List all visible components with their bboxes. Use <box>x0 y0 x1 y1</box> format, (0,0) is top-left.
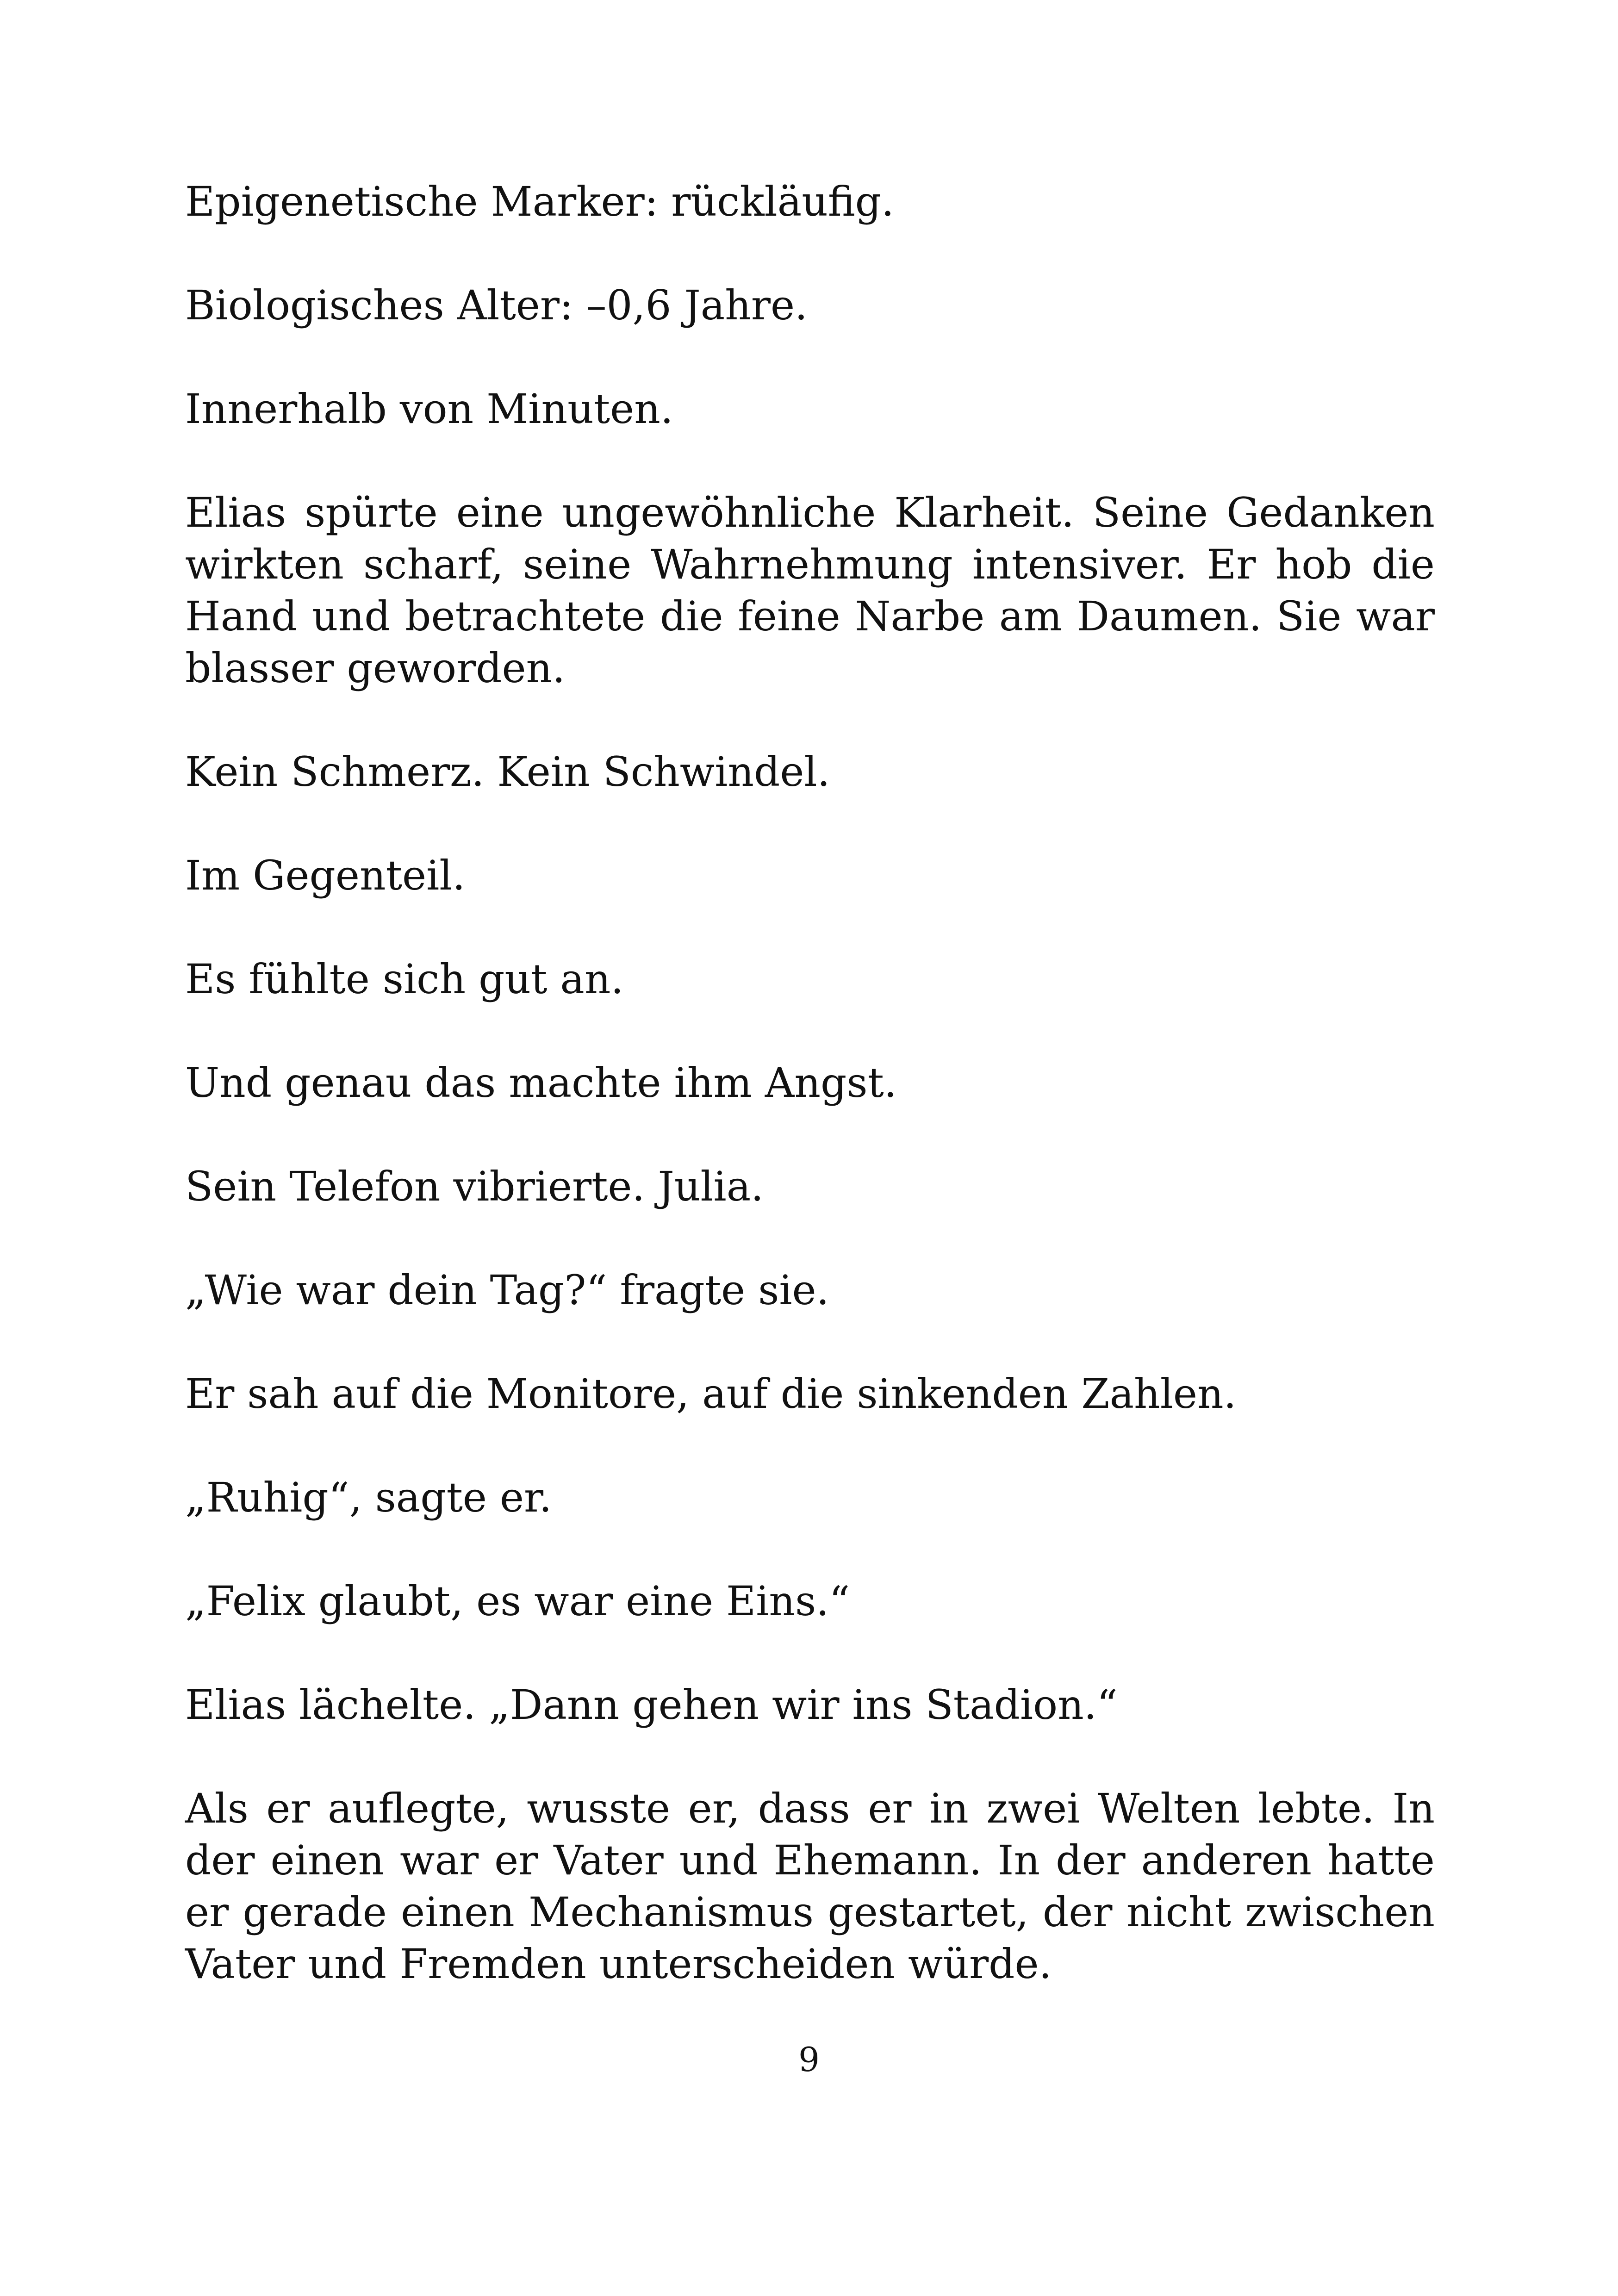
page-number: 9 <box>798 2040 820 2079</box>
paragraph: Epigenetische Marker: rückläufig. <box>185 178 894 225</box>
paragraph: Kein Schmerz. Kein Schwindel. <box>185 748 830 796</box>
paragraph: Im Gegenteil. <box>185 852 466 899</box>
paragraph: „Wie war dein Tag?“ fragte sie. <box>185 1266 829 1314</box>
paragraph: Elias spürte eine ungewöhnliche Klarheit. Seine Gedanken wirkten scharf, seine Wahrnehmung intensiver. Er hob die Hand und betrachtete die feine Narbe am Daumen. Sie war blasser geworden. <box>185 489 1435 692</box>
paragraph: Als er auflegte, wusste er, dass er in zwei Welten lebte. In der einen war er Vater und Ehemann. In der anderen hatte er gerade einen Mechanismus gestartet, der nicht zwischen Vater und Fremden unterscheiden würde. <box>185 1785 1435 1988</box>
paragraph: Elias lächelte. „Dann gehen wir ins Stadion.“ <box>185 1681 1118 1729</box>
paragraph: Biologisches Alter: –0,6 Jahre. <box>185 281 808 329</box>
paragraph: Innerhalb von Minuten. <box>185 385 673 433</box>
paragraph: Er sah auf die Monitore, auf die sinkenden Zahlen. <box>185 1370 1237 1418</box>
paragraph: Es fühlte sich gut an. <box>185 955 624 1003</box>
paragraph: Und genau das machte ihm Angst. <box>185 1059 897 1107</box>
paragraph: Sein Telefon vibrierte. Julia. <box>185 1163 764 1210</box>
paragraph: „Felix glaubt, es war eine Eins.“ <box>185 1577 850 1625</box>
body-text <box>185 176 1435 2042</box>
paragraph: „Ruhig“, sagte er. <box>185 1474 552 1521</box>
